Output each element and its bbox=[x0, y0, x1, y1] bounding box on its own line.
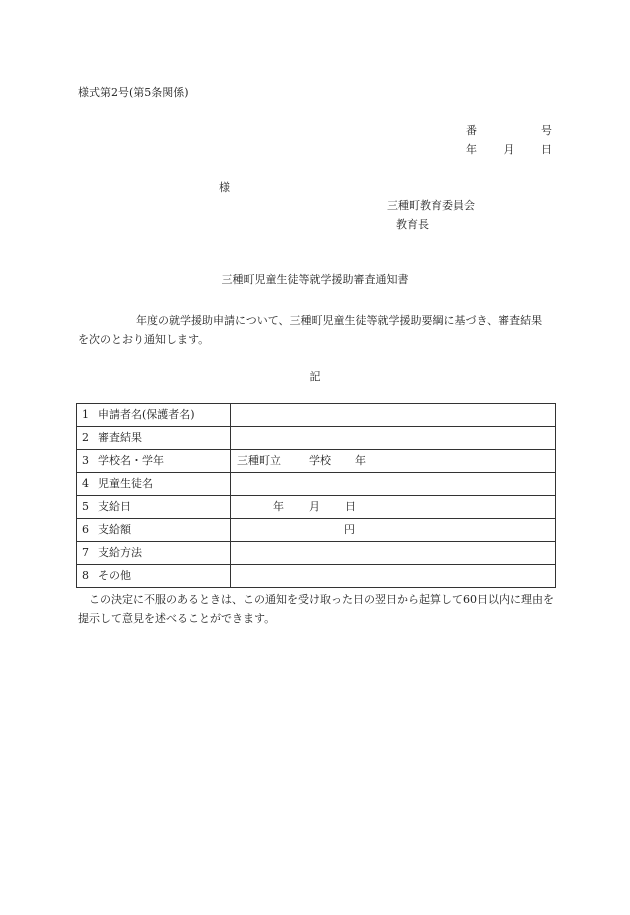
appeal-notice: この決定に不服のあるときは、この通知を受け取った日の翌日から起算して60日以内に理由を提示して意見を述べることができます。 bbox=[78, 593, 554, 625]
issuer-title: 教育長 bbox=[396, 218, 429, 231]
row-label-cell bbox=[77, 542, 231, 565]
date-year: 年 bbox=[466, 143, 477, 156]
table-row bbox=[77, 404, 556, 427]
row-number: 6 bbox=[82, 523, 89, 536]
school-prefix: 三種町立 bbox=[237, 454, 281, 467]
payment-month: 月 bbox=[309, 500, 320, 513]
payment-date-value bbox=[231, 496, 556, 519]
payment-day: 日 bbox=[345, 500, 356, 513]
number-label: 番 bbox=[466, 124, 477, 137]
table-row bbox=[77, 565, 556, 588]
form-number: 様式第2号(第5条関係) bbox=[78, 86, 189, 99]
row-label: 学校名・学年 bbox=[98, 454, 164, 467]
table-row bbox=[77, 519, 556, 542]
review-result-value bbox=[231, 427, 556, 450]
payment-year: 年 bbox=[273, 500, 284, 513]
table-row bbox=[77, 427, 556, 450]
date-month: 月 bbox=[503, 143, 515, 156]
grade-suffix: 年 bbox=[355, 454, 366, 467]
row-number: 3 bbox=[82, 454, 89, 467]
issue-date-line bbox=[466, 143, 552, 157]
payment-amount-value bbox=[231, 519, 556, 542]
row-number: 8 bbox=[82, 569, 89, 582]
row-label: 児童生徒名 bbox=[98, 477, 153, 490]
row-label-cell bbox=[77, 404, 231, 427]
row-label-cell bbox=[77, 496, 231, 519]
row-label-cell bbox=[77, 565, 231, 588]
row-label: その他 bbox=[98, 569, 131, 582]
yen-unit: 円 bbox=[344, 523, 355, 536]
table-row bbox=[77, 542, 556, 565]
school-suffix: 学校 bbox=[309, 454, 331, 467]
row-label: 支給日 bbox=[98, 500, 131, 513]
row-number: 1 bbox=[82, 408, 89, 421]
student-name-value bbox=[231, 473, 556, 496]
document-title: 三種町児童生徒等就学援助審査通知書 bbox=[221, 273, 409, 286]
table-row bbox=[77, 496, 556, 519]
row-number: 7 bbox=[82, 546, 89, 559]
table-row bbox=[77, 473, 556, 496]
recipient-honorific: 様 bbox=[219, 181, 230, 194]
body-paragraph: 年度の就学援助申請について、三種町児童生徒等就学援助要綱に基づき、審査結果を次のとおり通知します。 bbox=[78, 314, 543, 346]
row-label: 審査結果 bbox=[98, 431, 142, 444]
row-label-cell bbox=[77, 473, 231, 496]
row-label-cell bbox=[77, 519, 231, 542]
row-label-cell bbox=[77, 427, 231, 450]
row-label: 申請者名(保護者名) bbox=[98, 408, 195, 421]
school-grade-value bbox=[231, 450, 556, 473]
row-label: 支給額 bbox=[98, 523, 131, 536]
payment-method-value bbox=[231, 542, 556, 565]
row-number: 2 bbox=[82, 431, 89, 444]
date-day: 日 bbox=[541, 143, 552, 156]
applicant-name-value bbox=[231, 404, 556, 427]
row-label: 支給方法 bbox=[98, 546, 142, 559]
review-result-table bbox=[76, 403, 556, 588]
row-label-cell bbox=[77, 450, 231, 473]
table-row bbox=[77, 450, 556, 473]
number-suffix: 号 bbox=[541, 124, 552, 137]
row-number: 4 bbox=[82, 477, 89, 490]
document-number-line bbox=[466, 124, 552, 138]
row-number: 5 bbox=[82, 500, 89, 513]
other-value bbox=[231, 565, 556, 588]
issuer-organization: 三種町教育委員会 bbox=[387, 199, 475, 212]
ki-label: 記 bbox=[309, 370, 321, 383]
